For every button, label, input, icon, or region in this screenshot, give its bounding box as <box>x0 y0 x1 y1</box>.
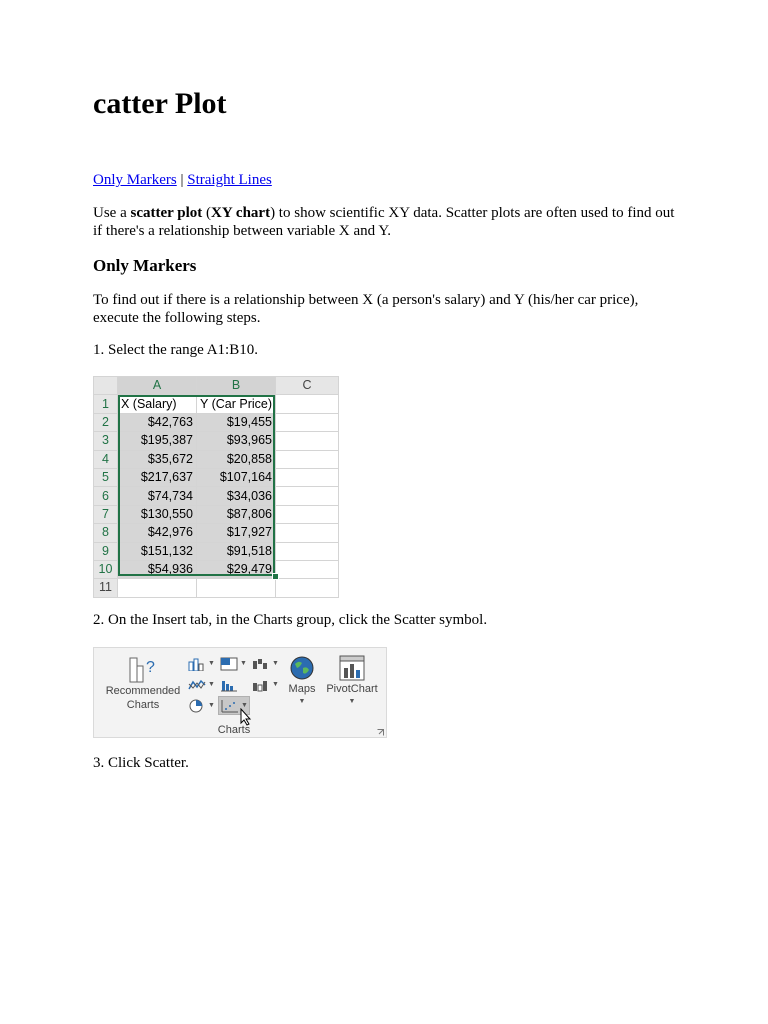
row-header[interactable]: 6 <box>94 487 118 505</box>
cell-b6[interactable]: $34,036 <box>197 487 276 505</box>
row-header[interactable]: 2 <box>94 413 118 431</box>
cell-c2[interactable] <box>276 413 339 431</box>
cell-a10[interactable]: $54,936 <box>118 560 197 578</box>
cell-b3[interactable]: $93,965 <box>197 432 276 450</box>
svg-text:?: ? <box>146 659 155 676</box>
scatter-plot-term: scatter plot <box>130 205 203 221</box>
intro-paragraph: Use a scatter plot (XY chart) to show scientific XY data. Scatter plots are often used to find out if there's a relationship between variable X and Y. <box>93 205 675 239</box>
cell-c5[interactable] <box>276 468 339 486</box>
nav-separator: | <box>180 172 184 188</box>
section-heading: Only Markers <box>93 256 197 275</box>
straight-lines-link[interactable]: Straight Lines <box>187 172 272 188</box>
scatter-chart-button[interactable]: ▼ <box>218 696 250 715</box>
statistic-chart-button[interactable] <box>220 676 250 693</box>
table-row <box>94 487 339 505</box>
cell-a9[interactable]: $151,132 <box>118 542 197 560</box>
cell-a11[interactable] <box>118 579 197 597</box>
steps-intro: To find out if there is a relationship between X (a person's salary) and Y (his/her car price), execute the following steps. <box>93 292 639 326</box>
statistic-chart-icon <box>220 678 238 692</box>
step-1: 1. Select the range A1:B10. <box>93 342 258 358</box>
row-header[interactable]: 8 <box>94 524 118 542</box>
combo-chart-button[interactable]: ▼ <box>252 676 282 693</box>
globe-icon <box>288 654 316 682</box>
table-row <box>94 542 339 560</box>
scatter-chart-icon <box>221 699 239 713</box>
row-header[interactable]: 1 <box>94 395 118 413</box>
column-chart-button[interactable]: ▼ <box>188 655 218 672</box>
pie-chart-button[interactable]: ▼ <box>188 697 218 714</box>
hierarchy-chart-icon <box>220 657 238 671</box>
pie-chart-icon <box>188 699 206 713</box>
column-chart-icon <box>188 657 206 671</box>
cell-a8[interactable]: $42,976 <box>118 524 197 542</box>
cell-a2[interactable]: $42,763 <box>118 413 197 431</box>
cell-b11[interactable] <box>197 579 276 597</box>
cell-c4[interactable] <box>276 450 339 468</box>
cell-a6[interactable]: $74,734 <box>118 487 197 505</box>
table-row <box>94 413 339 431</box>
cell-b9[interactable]: $91,518 <box>197 542 276 560</box>
cell-b5[interactable]: $107,164 <box>197 468 276 486</box>
select-all-corner[interactable] <box>94 377 118 395</box>
cell-c3[interactable] <box>276 432 339 450</box>
pivotchart-button[interactable]: PivotChart ▼ <box>322 654 382 706</box>
row-header[interactable]: 3 <box>94 432 118 450</box>
table-row <box>94 395 339 413</box>
table-row <box>94 468 339 486</box>
ribbon-charts-group <box>93 647 387 738</box>
cell-a3[interactable]: $195,387 <box>118 432 197 450</box>
row-header[interactable]: 9 <box>94 542 118 560</box>
pivotchart-icon <box>338 654 366 682</box>
table-row <box>94 524 339 542</box>
cell-a7[interactable]: $130,550 <box>118 505 197 523</box>
cell-c11[interactable] <box>276 579 339 597</box>
cell-b4[interactable]: $20,858 <box>197 450 276 468</box>
cell-c7[interactable] <box>276 505 339 523</box>
line-chart-icon <box>188 678 206 692</box>
cell-c8[interactable] <box>276 524 339 542</box>
table-row <box>94 505 339 523</box>
cell-c10[interactable] <box>276 560 339 578</box>
hierarchy-chart-button[interactable]: ▼ <box>220 655 250 672</box>
cell-c9[interactable] <box>276 542 339 560</box>
row-header[interactable]: 4 <box>94 450 118 468</box>
column-header-a[interactable]: A <box>118 377 197 395</box>
step-2: 2. On the Insert tab, in the Charts group, click the Scatter symbol. <box>93 612 488 628</box>
row-header[interactable]: 7 <box>94 505 118 523</box>
cell-b7[interactable]: $87,806 <box>197 505 276 523</box>
waterfall-chart-button[interactable]: ▼ <box>252 655 282 672</box>
step-3: 3. Click Scatter. <box>93 755 189 771</box>
page-title: catter Plot <box>93 87 227 120</box>
fill-handle[interactable] <box>272 573 279 580</box>
column-header-c[interactable]: C <box>276 377 339 395</box>
recommended-charts-icon <box>126 654 160 684</box>
cell-a5[interactable]: $217,637 <box>118 468 197 486</box>
table-row <box>94 450 339 468</box>
recommended-charts-button[interactable]: ? Recommended Charts <box>100 654 186 712</box>
table-row <box>94 432 339 450</box>
cell-c1[interactable] <box>276 395 339 413</box>
column-header-b[interactable]: B <box>197 377 276 395</box>
table-row <box>94 579 339 597</box>
combo-chart-icon <box>252 678 270 692</box>
cell-a4[interactable]: $35,672 <box>118 450 197 468</box>
row-header[interactable]: 5 <box>94 468 118 486</box>
charts-group-label: Charts <box>217 724 251 736</box>
only-markers-link[interactable]: Only Markers <box>93 172 177 188</box>
xy-chart-term: XY chart <box>211 205 271 221</box>
row-header[interactable]: 11 <box>94 579 118 597</box>
cell-b8[interactable]: $17,927 <box>197 524 276 542</box>
table-row <box>94 560 339 578</box>
cell-b2[interactable]: $19,455 <box>197 413 276 431</box>
cell-b1[interactable]: Y (Car Price) <box>197 395 276 413</box>
line-chart-button[interactable]: ▼ <box>188 676 218 693</box>
maps-button[interactable]: Maps ▼ <box>284 654 320 706</box>
spreadsheet-image <box>93 376 338 597</box>
section-nav <box>93 171 272 189</box>
cell-b10[interactable]: $29,479 <box>197 560 276 578</box>
waterfall-chart-icon <box>252 657 270 671</box>
row-header[interactable]: 10 <box>94 560 118 578</box>
cell-a1[interactable]: X (Salary) <box>118 395 197 413</box>
cell-c6[interactable] <box>276 487 339 505</box>
dialog-launcher-icon[interactable] <box>377 729 384 736</box>
